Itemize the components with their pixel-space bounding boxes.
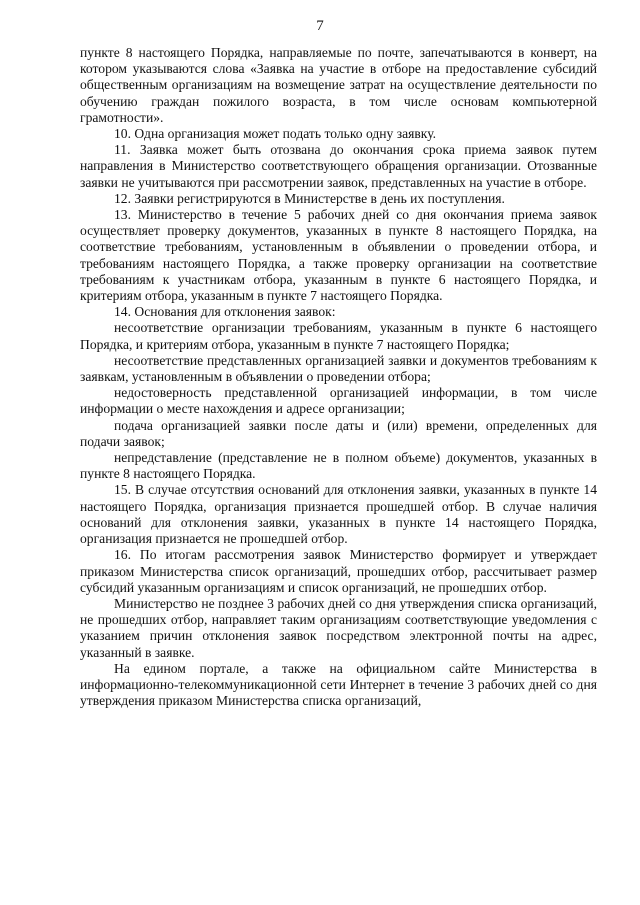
document-body: [80, 45, 597, 709]
paragraph: пункте 8 настоящего Порядка, направляемые по почте, запечатываются в конверт, на котором указываются слова «Заявка на участие в отборе на предоставление субсидий общественным организациям на возмещение затрат на осуществление деятельности по обучению граждан пожилого возраста, в том числе основам компьютерной грамотности».: [80, 45, 597, 125]
paragraph: подача организацией заявки после даты и (или) времени, определенных для подачи заявок;: [80, 417, 597, 449]
page-number: 7: [316, 18, 324, 34]
paragraph: непредставление (представление не в полном объеме) документов, указанных в пункте 8 настоящего Порядка.: [80, 450, 597, 482]
paragraph: На едином портале, а также на официальном сайте Министерства в информационно-телекоммуникационной сети Интернет в течение 3 рабочих дней со дня утверждения приказом Министерства списка организаций,: [80, 660, 597, 709]
paragraph: 12. Заявки регистрируются в Министерстве в день их поступления.: [114, 190, 505, 206]
paragraph: несоответствие организации требованиям, указанным в пункте 6 настоящего Порядка, и критериям отбора, указанным в пункте 7 настоящего Порядка;: [80, 320, 597, 352]
paragraph: 10. Одна организация может подать только одну заявку.: [114, 126, 437, 142]
paragraph: Министерство не позднее 3 рабочих дней со дня утверждения списка организаций, не прошедших отбор, направляет таким организациям соответствующие уведомления с указанием причин отклонения заявок посредством электронной почты на адрес, указанный в заявке.: [80, 595, 597, 660]
paragraph: 16. По итогам рассмотрения заявок Министерство формирует и утверждает приказом Министерства список организаций, прошедших отбор, рассчитывает размер субсидий указанным организациям и список организаций, не прошедших отбор.: [80, 547, 597, 595]
paragraph: недостоверность представленной организацией информации, в том числе информации о месте нахождения и адресе организации;: [80, 385, 597, 417]
paragraph: 15. В случае отсутствия оснований для отклонения заявки, указанных в пункте 14 настоящего Порядка, организация признается прошедшей отбор. В случае наличия оснований для отклонения заявки, указанных в пункте 14 настоящего Порядка, организация признается не прошедшей отбор.: [80, 482, 597, 547]
paragraph: 11. Заявка может быть отозвана до окончания срока приема заявок путем направления в Министерство соответствующего обращения организации. Отозванные заявки не учитываются при рассмотрении заявок, представленных на участие в отборе.: [80, 142, 597, 190]
paragraph: несоответствие представленных организацией заявки и документов требованиям к заявкам, установленным в объявлении о проведении отбора;: [80, 352, 597, 385]
paragraph: 14. Основания для отклонения заявок:: [114, 304, 336, 320]
paragraph: 13. Министерство в течение 5 рабочих дней со дня окончания приема заявок осуществляет проверку документов, указанных в пункте 8 настоящего Порядка, на соответствие требованиям, установленным в объявлении о проведении отбора, и требованиям настоящего Порядка, а также проверку организации на соответствие требованиям к участникам отбора, указанным в пункте 6 настоящего Порядка, и критериям отбора, указанным в пункте 7 настоящего Порядка.: [80, 207, 597, 304]
